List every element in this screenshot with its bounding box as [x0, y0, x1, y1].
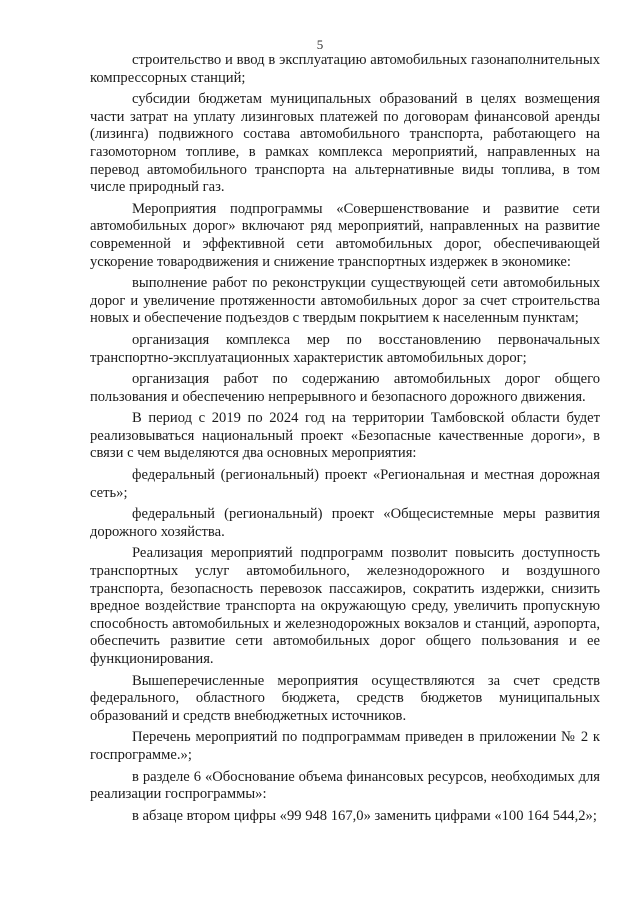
paragraph: В период с 2019 по 2024 год на территории Тамбовской области будет реализовываться национальный проект «Безопасные качественные дороги», в связи с чем выделяются два основных мероприятия: [90, 410, 600, 462]
paragraph: в абзаце втором цифры «99 948 167,0» заменить цифрами «100 164 544,2»; [132, 807, 597, 824]
paragraph: строительство и ввод в эксплуатацию автомобильных газонаполнительных компрессорных станций; [90, 52, 600, 86]
paragraph: федеральный (региональный) проект «Общесистемные меры развития дорожного хозяйства. [90, 506, 600, 540]
paragraph: выполнение работ по реконструкции существующей сети автомобильных дорог и увеличение протяженности автомобильных дорог за счет строительства новых и обеспечение подъездов с твердым покрытием к населенным пунктам; [90, 275, 600, 327]
document-body [90, 52, 600, 829]
paragraph: Перечень мероприятий по подпрограммам приведен в приложении № 2 к госпрограмме.»; [90, 729, 600, 763]
paragraph: Вышеперечисленные мероприятия осуществляются за счет средств федерального, областного бюджета, средств бюджетов муниципальных образований и средств внебюджетных источников. [90, 672, 600, 724]
paragraph: Мероприятия подпрограммы «Совершенствование и развитие сети автомобильных дорог» включают ряд мероприятий, направленных на развитие современной и эффективной сети автомобильных дорог, обеспечивающей ускорение товародвижения и снижение транспортных издержек в экономике: [90, 200, 600, 270]
paragraph: Реализация мероприятий подпрограмм позволит повысить доступность транспортных услуг автомобильного, железнодорожного и воздушного транспорта, безопасность перевозок пассажиров, сократить издержки, снизить вредное воздействие транспорта на окружающую среду, увеличить пропускную способность автомобильных и железнодорожных вокзалов и станций, аэропорта, обеспечить развитие сети автомобильных дорог общего пользования и ее функционирования. [90, 545, 600, 667]
page-number: 5 [316, 37, 324, 52]
paragraph: субсидии бюджетам муниципальных образований в целях возмещения части затрат на уплату лизинговых платежей по договорам финансовой аренды (лизинга) подвижного состава автомобильного транспорта, работающего на газомоторном топливе, в рамках комплекса мероприятий, направленных на перевод автомобильного транспорта на альтернативные виды топлива, в том числе природный газ. [90, 91, 600, 196]
paragraph: организация работ по содержанию автомобильных дорог общего пользования и обеспечению непрерывного и безопасного дорожного движения. [90, 371, 600, 405]
paragraph: организация комплекса мер по восстановлению первоначальных транспортно-эксплуатационных характеристик автомобильных дорог; [90, 331, 600, 366]
paragraph: в разделе 6 «Обоснование объема финансовых ресурсов, необходимых для реализации госпрограммы»: [90, 768, 600, 803]
paragraph: федеральный (региональный) проект «Региональная и местная дорожная сеть»; [90, 467, 600, 501]
